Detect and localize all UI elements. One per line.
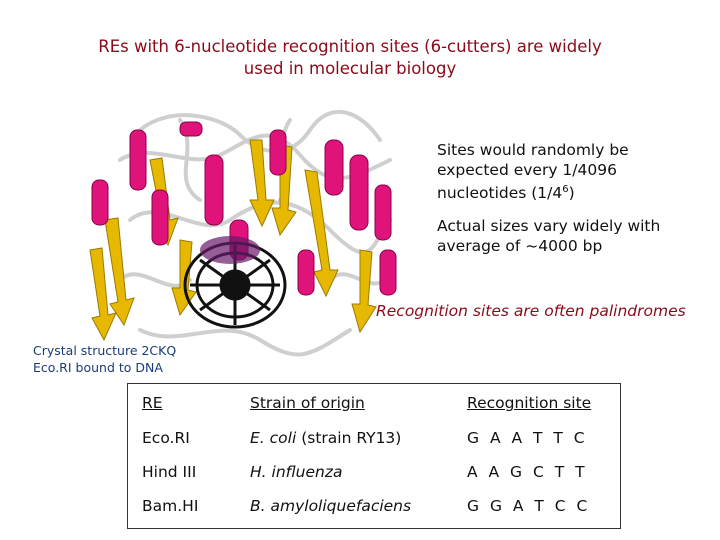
caption-line-2: Eco.RI bound to DNA (33, 360, 163, 375)
header-site: Recognition site (467, 394, 592, 412)
note-line: expected every 1/4096 (437, 161, 617, 179)
strain-of-origin (250, 463, 342, 481)
exponent: 6 (562, 184, 569, 195)
actual-size-note (437, 216, 717, 256)
random-frequency-note (437, 140, 717, 203)
alpha-helices (92, 122, 396, 295)
header-strain: Strain of origin (250, 394, 365, 412)
recognition-site: G A A T T C (467, 429, 588, 447)
note-text: nucleotides (1/4 (437, 184, 563, 203)
strain-detail: (strain RY13) (296, 429, 402, 447)
note-text: ) (568, 184, 575, 203)
note-line (437, 180, 717, 203)
image-caption (33, 342, 176, 376)
table-row (128, 429, 620, 457)
note-line: Sites would randomly be (437, 141, 629, 159)
table-row (128, 497, 620, 525)
recognition-site: A A G C T T (467, 463, 588, 481)
strain-species: H. influenza (250, 463, 343, 481)
strain-of-origin (250, 497, 411, 515)
note-line: average of ~4000 bp (437, 237, 603, 255)
purple-highlight (200, 236, 260, 264)
enzyme-name: Bam.HI (142, 497, 199, 515)
protein-structure-image (30, 100, 430, 362)
note-line: Actual sizes vary widely with (437, 217, 661, 235)
restriction-enzyme-table (127, 383, 621, 529)
title-line-2: used in molecular biology (243, 59, 457, 78)
recognition-site: G G A T C C (467, 497, 591, 515)
palindrome-note: Recognition sites are often palindromes (376, 302, 686, 320)
enzyme-name: Hind III (142, 463, 197, 481)
caption-line-1: Crystal structure 2CKQ (33, 343, 177, 358)
table-header-row (128, 394, 620, 422)
header-re: RE (142, 394, 163, 412)
strain-of-origin (250, 429, 401, 447)
strain-species: B. amyloliquefaciens (250, 497, 412, 515)
title-line-1: REs with 6-nucleotide recognition sites (6-cutters) are widely (98, 37, 602, 56)
strain-species: E. coli (250, 429, 297, 447)
enzyme-name: Eco.RI (142, 429, 190, 447)
table-row (128, 463, 620, 491)
slide-title (40, 36, 660, 80)
